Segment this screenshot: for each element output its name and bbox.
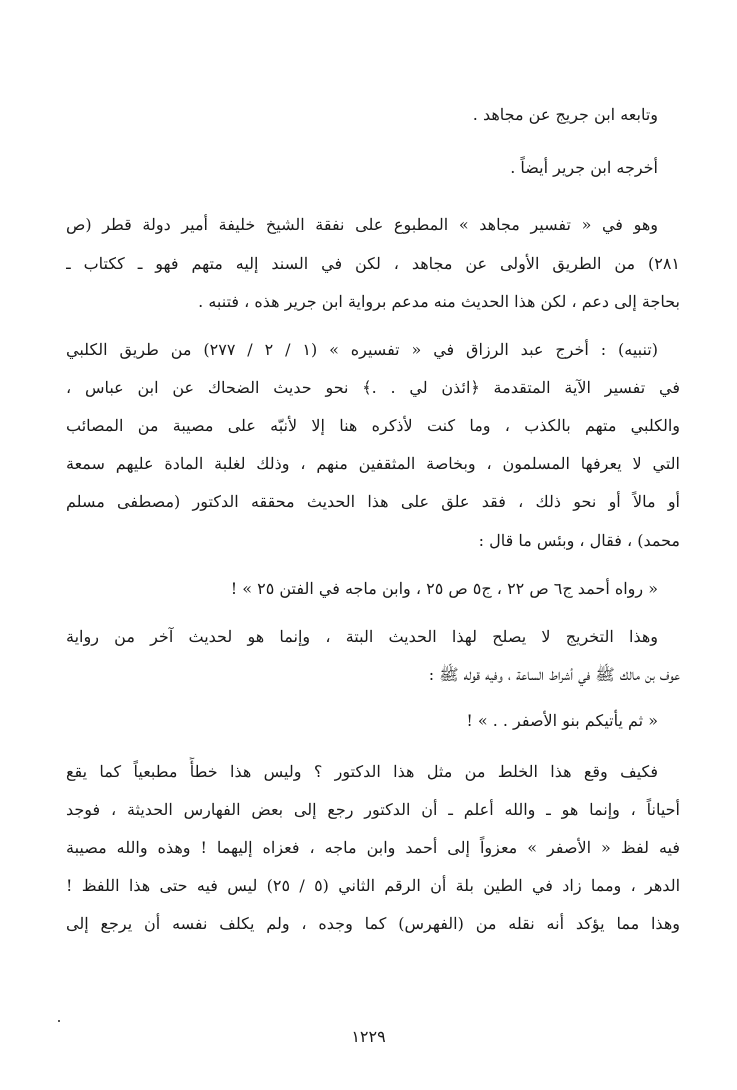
text-line: وتابعه ابن جريج عن مجاهد . xyxy=(472,105,658,124)
text-line: « ثم يأتيكم بنو الأصفر . . » ! xyxy=(466,711,658,730)
text-line: التي لا يعرفها المسلمون ، وبخاصة المثقفين منهم ، وذلك لغلبة المادة عليهم سمعة xyxy=(66,454,680,473)
text-line: أحياناً ، وإنما هو ـ والله أعلم ـ أن الدكتور رجع إلى بعض الفهارس الحديثة ، فوجد xyxy=(66,800,680,819)
text-line: محمد) ، فقال ، وبئس ما قال : xyxy=(478,531,680,550)
text-line: ٢٨١) من الطريق الأولى عن مجاهد ، لكن في السند إليه متهم فهو ـ ككتاب ـ xyxy=(66,254,680,273)
text-line: (تنبيه) : أخرج عبد الرزاق في « تفسيره » (١ / ٢ / ٢٧٧) من طريق الكلبي xyxy=(66,340,659,359)
text-line: الدهر ، ومما زاد في الطين بلة أن الرقم الثاني (٥ / ٢٥) ليس فيه حتى هذا اللفظ ! xyxy=(66,876,680,895)
text-line: بحاجة إلى دعم ، لكن هذا الحديث منه مدعم برواية ابن جرير هذه ، فتنبه . xyxy=(198,292,680,311)
scan-speck xyxy=(58,1020,60,1022)
text-line: فكيف وقع هذا الخلط من مثل هذا الدكتور ؟ وليس هذا خطأً مطبعياً كما يقع xyxy=(66,762,658,781)
text-line: أو مالاً أو نحو ذلك ، فقد علق على هذا الحديث محققه الدكتور (مصطفى مسلم xyxy=(66,492,680,511)
text-line: وهذا مما يؤكد أنه نقله من (الفهرس) كما وجده ، ولم يكلف نفسه أن يرجع إلى xyxy=(66,914,680,933)
text-line: وهذا التخريج لا يصلح لهذا الحديث البتة ، وإنما هو لحديث آخر من رواية xyxy=(66,627,658,646)
text-line: « رواه أحمد ج٦ ص ٢٢ ، ج٥ ص ٢٥ ، وابن ماجه في الفتن ٢٥ » ! xyxy=(230,579,658,598)
text-line: وهو في « تفسير مجاهد » المطبوع على نفقة الشيخ خليفة أمير دولة قطر (ص xyxy=(66,215,658,234)
text-line: والكلبي متهم بالكذب ، وما كنت لأذكره هنا إلا لأنبّه على مصيبة من المصائب xyxy=(66,416,680,435)
page-number: ١٢٢٩ xyxy=(351,1027,386,1046)
text-line: فيه لفظ « الأصفر » معزواً إلى أحمد وابن ماجه ، فعزاه إليهما ! وهذه والله مصيبة xyxy=(66,838,680,857)
text-line: عوف بن مالك ﷺ في أشراط الساعة ، وفيه قوله ﷺ : xyxy=(428,665,680,684)
text-line: في تفسير الآية المتقدمة ﴿ائذن لي . .﴾ نحو حديث الضحاك عن ابن عباس ، xyxy=(66,378,680,397)
text-line: أخرجه ابن جرير أيضاً . xyxy=(510,158,658,177)
